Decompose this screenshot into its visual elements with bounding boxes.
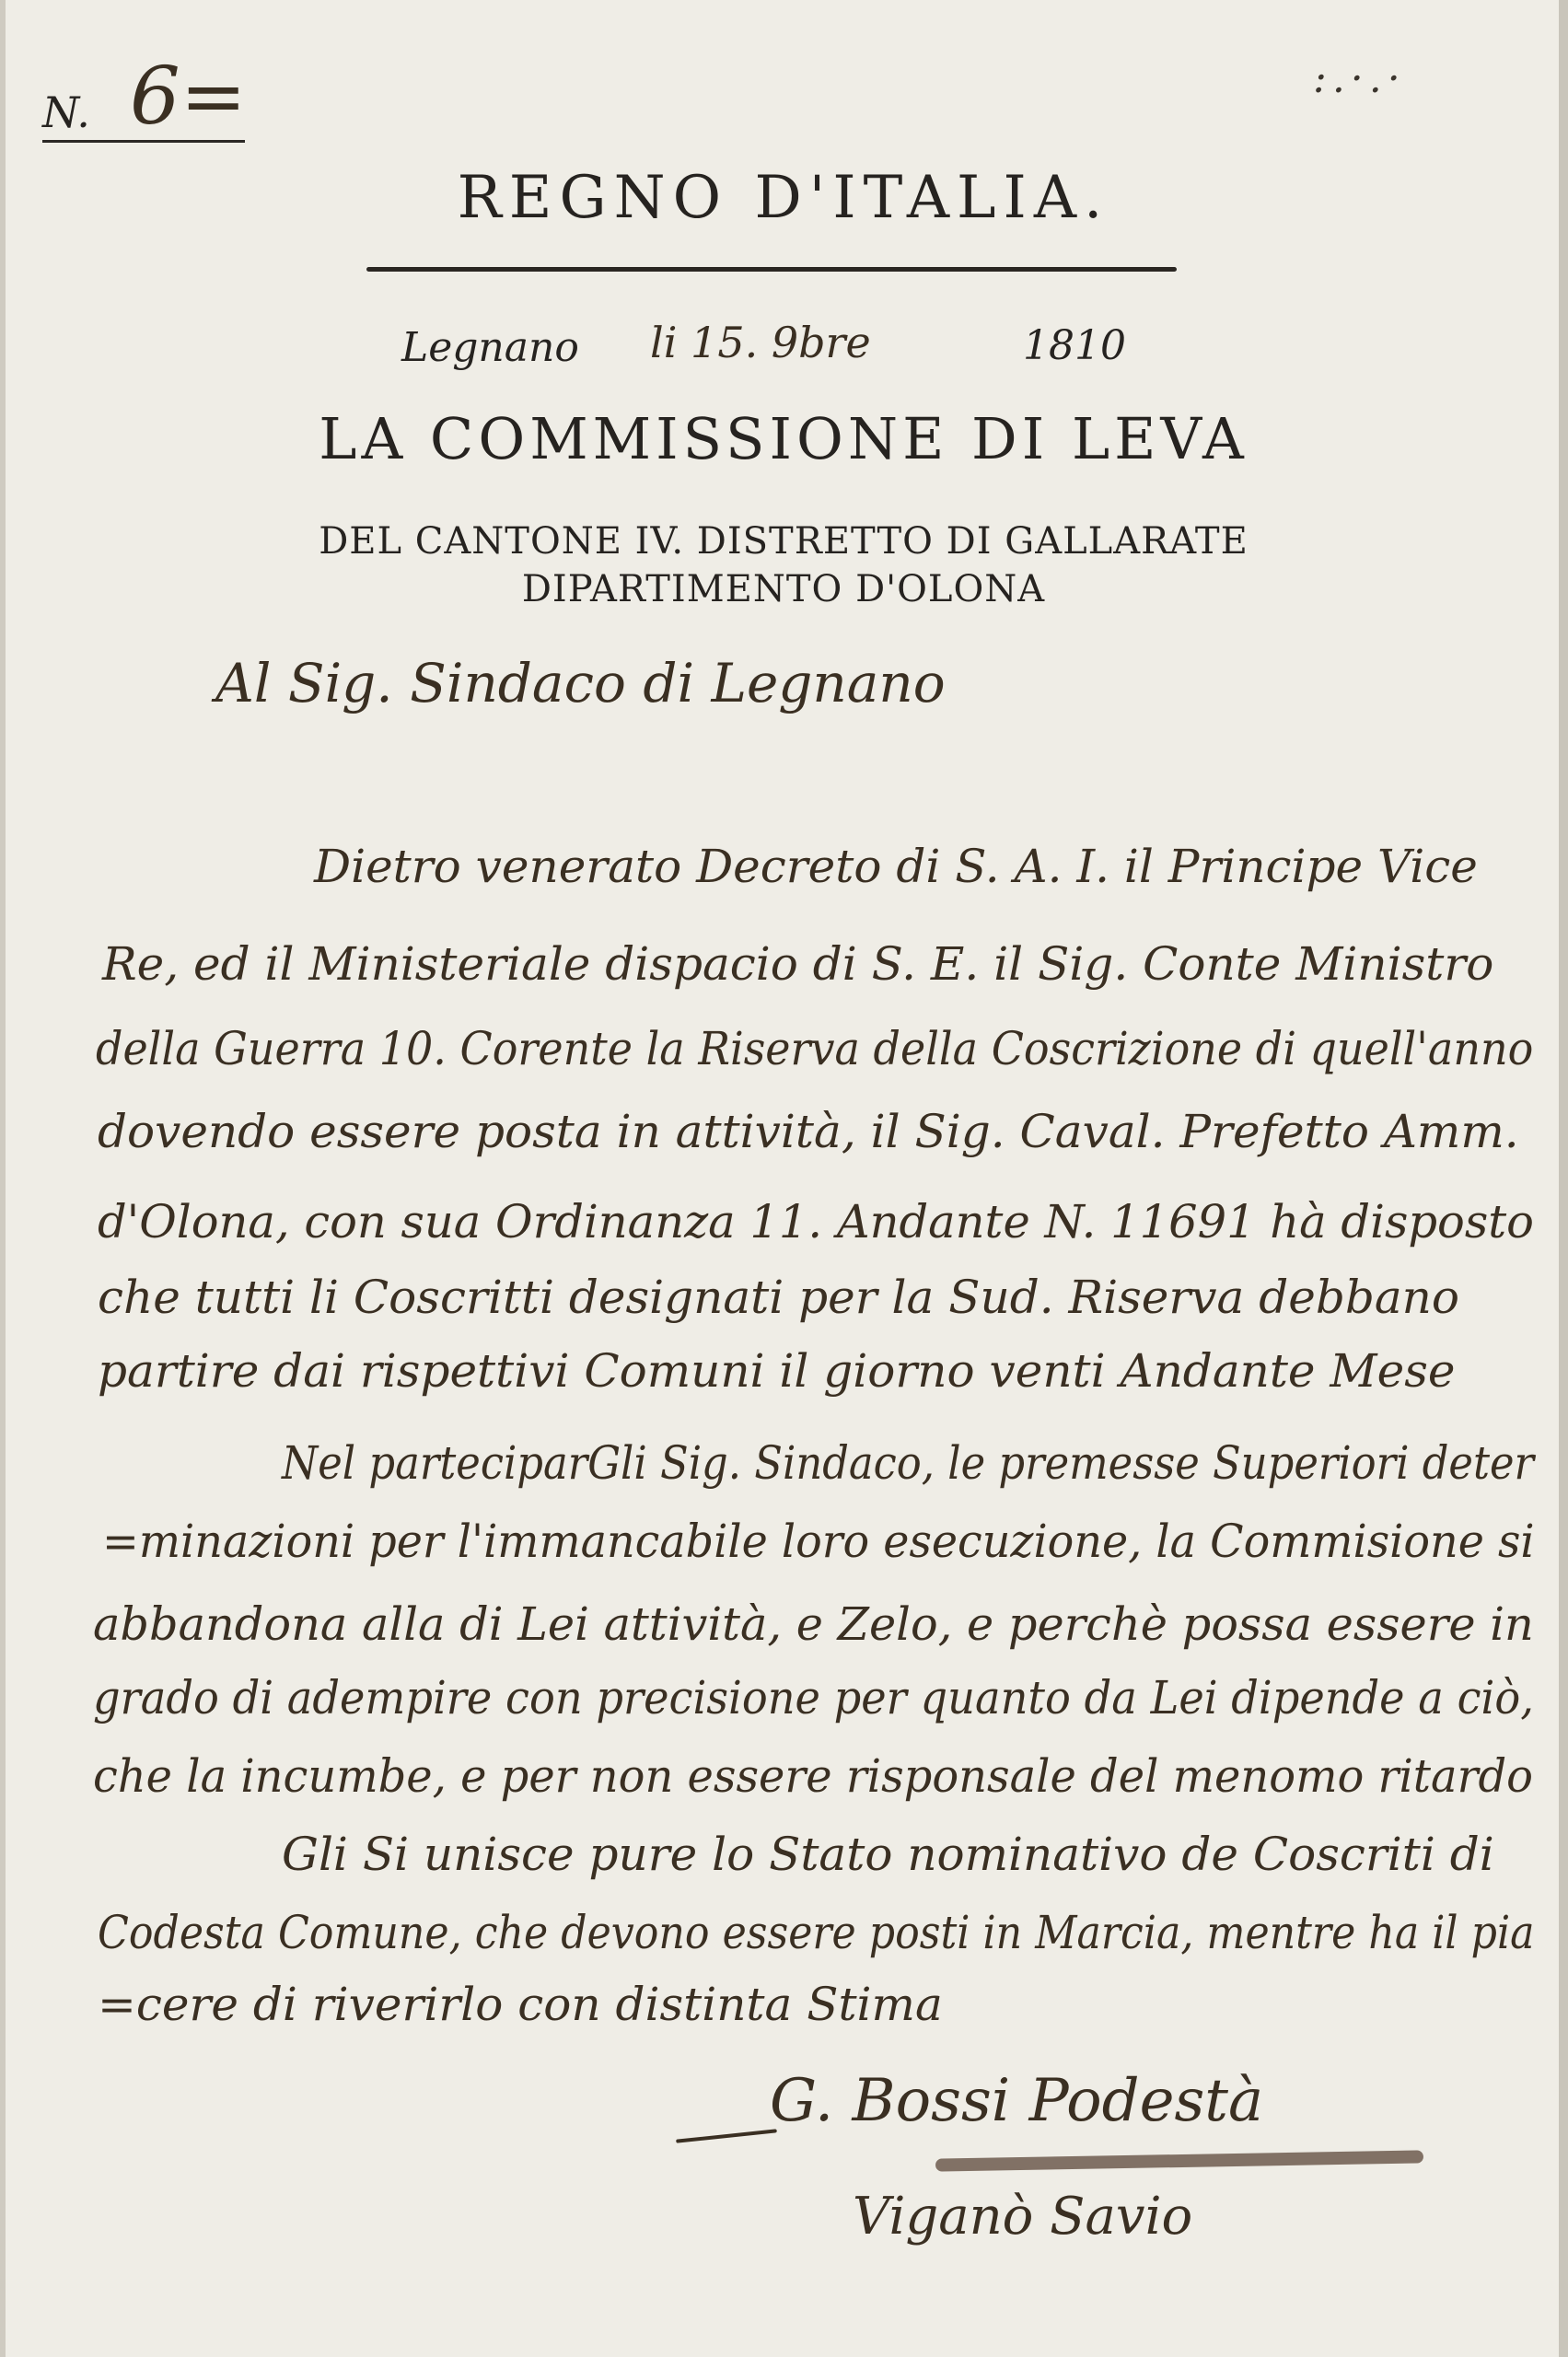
body-line: dovendo essere posta in attività, il Sig. Caval. Prefetto Amm. <box>98 1105 1519 1158</box>
body-line: partire dai rispettivi Comuni il giorno venti Andante Mese <box>98 1344 1456 1398</box>
year-text: 1810 <box>1023 322 1126 369</box>
place-name: Legnano <box>401 324 579 371</box>
body-line: Re, ed il Ministeriale dispacio di S. E. il Sig. Conte Ministro <box>102 937 1494 991</box>
signature-primary: G. Bossi Podestà <box>770 2067 1264 2135</box>
salutation: Al Sig. Sindaco di Legnano <box>215 652 946 714</box>
kingdom-heading: REGNO D'ITALIA. <box>457 164 1110 232</box>
corner-mark: :.·.· <box>1313 55 1406 102</box>
body-line: Gli Si unisce pure lo Stato nominativo de Coscriti di <box>282 1828 1494 1881</box>
body-line: che la incumbe, e per non essere risponsale del menomo ritardo <box>93 1749 1533 1803</box>
body-line: =minazioni per l'immancabile loro esecuzione, la Commisione si <box>102 1515 1535 1568</box>
signature-secondary: Viganò Savio <box>853 2187 1193 2247</box>
body-line: =cere di riverirlo con distinta Stima <box>98 1978 943 2031</box>
body-line: Nel parteciparGli Sig. Sindaco, le premesse Superiori deter <box>282 1436 1534 1490</box>
body-line: che tutti li Coscritti designati per la Sud. Riserva debbano <box>98 1271 1459 1324</box>
issuer-canton: DEL CANTONE IV. DISTRETTO DI GALLARATE <box>319 520 1249 563</box>
document-number: 6= <box>130 51 247 143</box>
body-line: abbandona alla di Lei attività, e Zelo, e perchè possa essere in <box>93 1597 1534 1651</box>
signature-flourish <box>676 2129 777 2142</box>
signature-underline-stroke <box>935 2150 1423 2171</box>
issuer-department: DIPARTIMENTO D'OLONA <box>521 568 1046 610</box>
body-line: Dietro venerato Decreto di S. A. I. il Principe Vice <box>314 840 1478 893</box>
date-text: li 15. 9bre <box>650 318 871 367</box>
heading-rule <box>366 267 1177 272</box>
body-line: d'Olona, con sua Ordinanza 11. Andante N. 11691 hà disposto <box>98 1195 1534 1248</box>
issuer-title: LA COMMISSIONE DI LEVA <box>319 405 1249 472</box>
number-prefix: N. <box>42 87 90 137</box>
body-line: grado di adempire con precisione per quanto da Lei dipende a ciò, <box>93 1671 1534 1724</box>
body-line: Codesta Comune, che devono essere posti in Marcia, mentre ha il pia <box>98 1906 1535 1959</box>
body-line: della Guerra 10. Corente la Riserva della Coscrizione di quell'anno <box>96 1022 1534 1075</box>
